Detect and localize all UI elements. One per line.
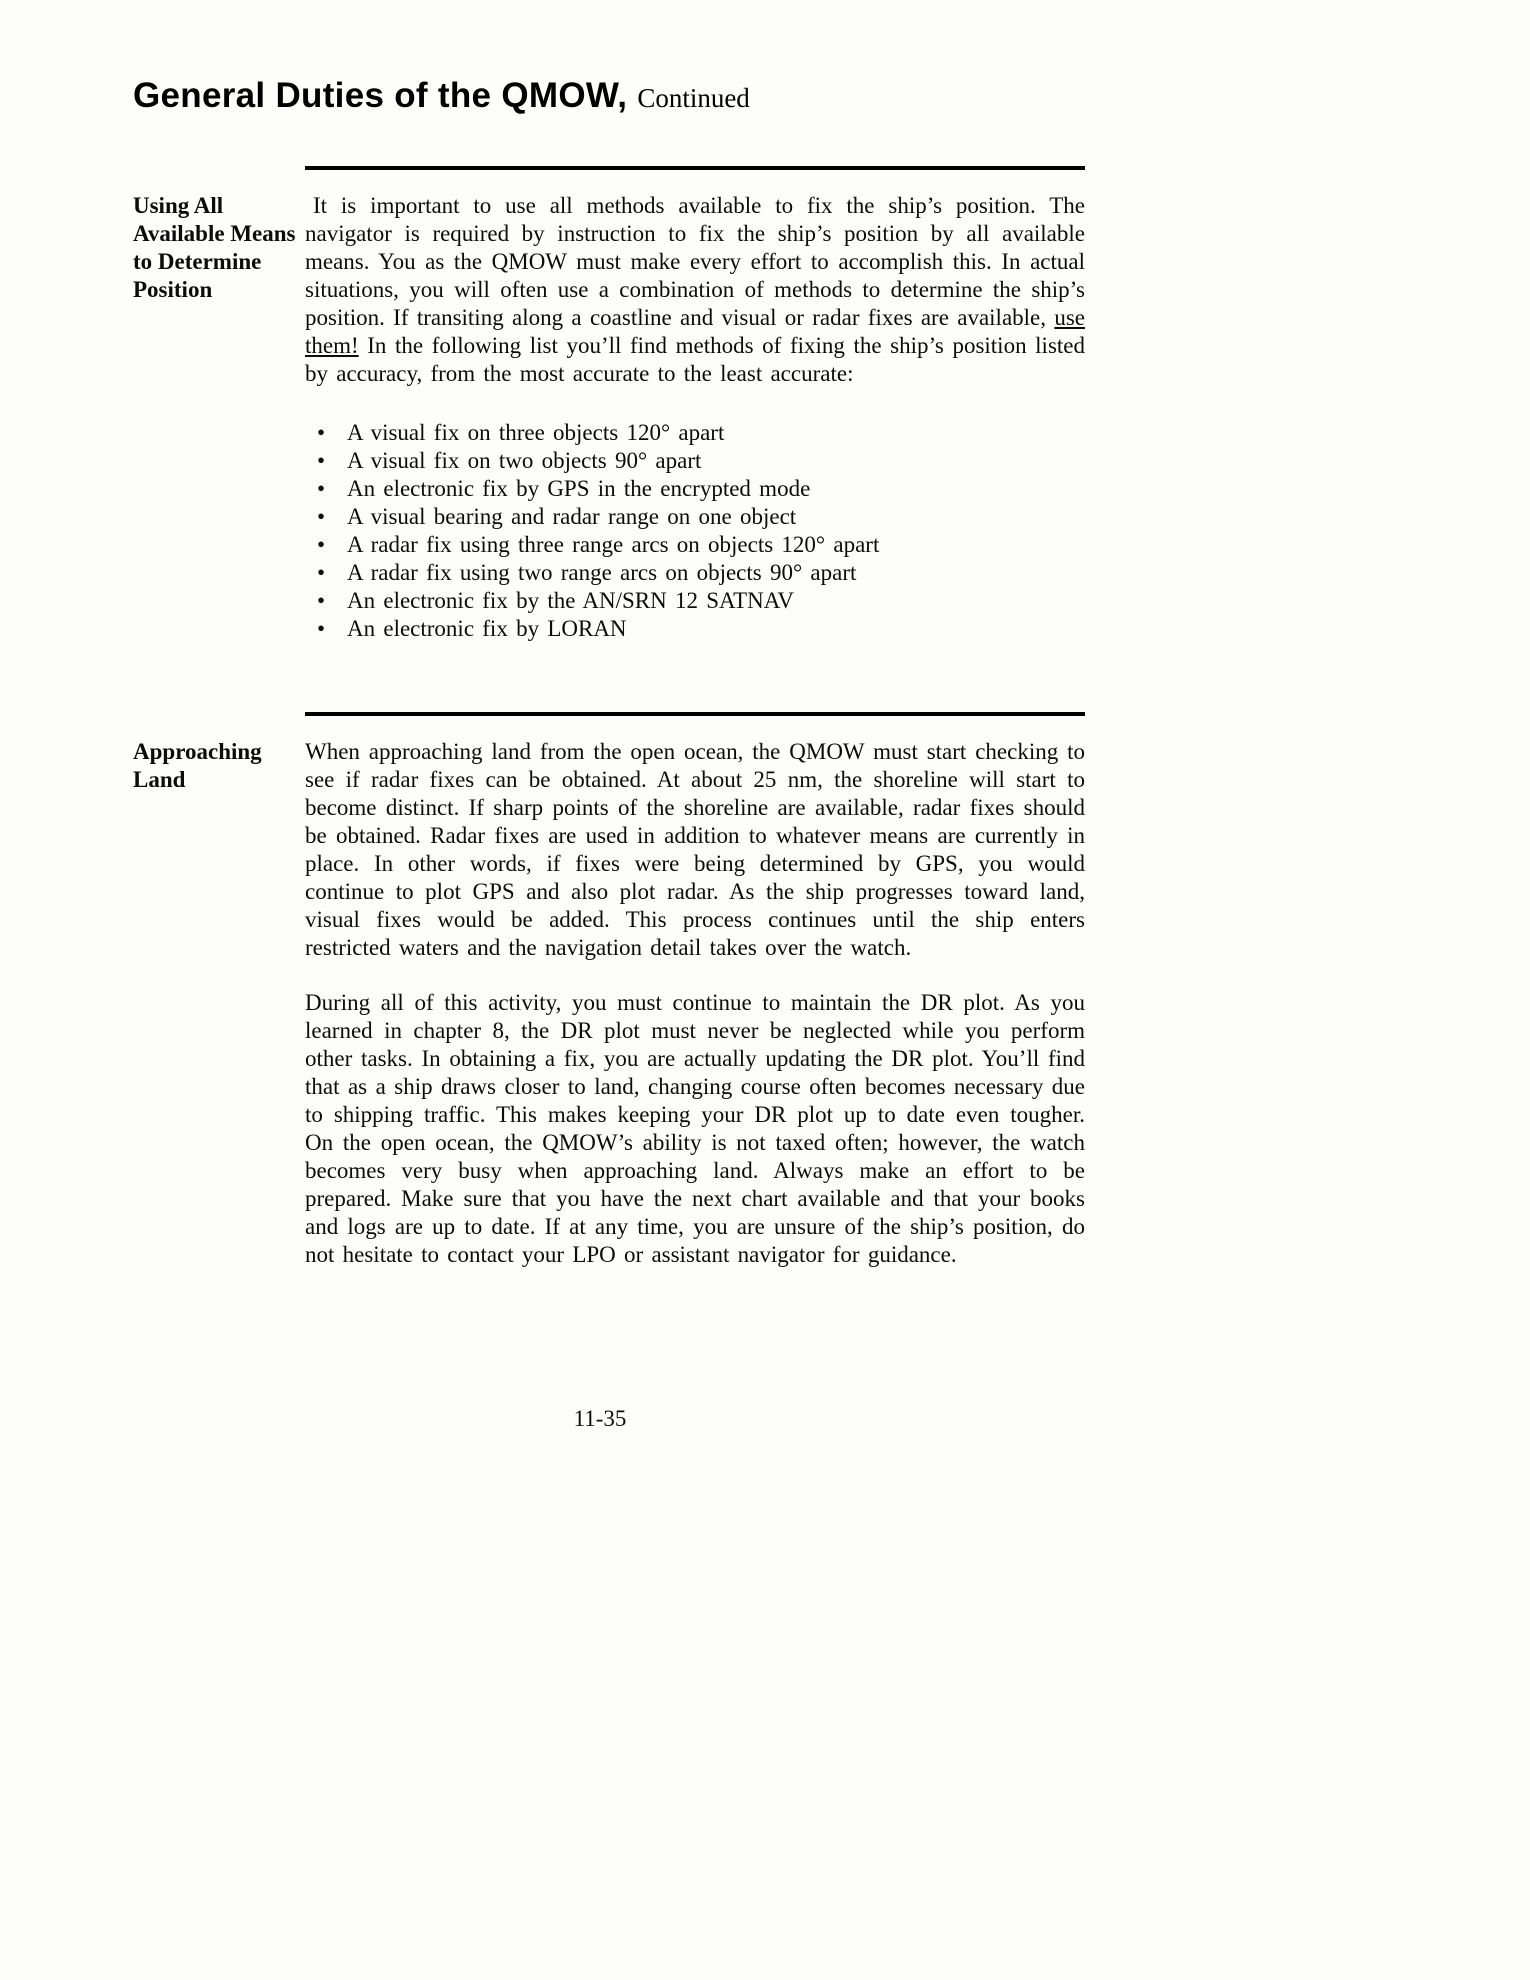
fix-methods-bullet-list [305, 419, 1085, 643]
section-side-heading: Approaching Land [133, 739, 262, 792]
intro-paragraph [305, 192, 1085, 388]
bullet-item: • An electronic fix by GPS in the encrypted mode [305, 475, 1085, 503]
bullet-item: • A radar fix using three range arcs on objects 120° apart [305, 531, 1085, 559]
section-side-heading: Using All Available Means to Determine Position [133, 193, 296, 302]
bullet-item: • A visual fix on two objects 90° apart [305, 447, 1085, 475]
section-body [305, 738, 1085, 1269]
section-approaching-land [133, 712, 1088, 1269]
page-title-continued: Continued [637, 83, 750, 113]
body-paragraph: When approaching land from the open ocean, the QMOW must start checking to see if radar fixes can be obtained. At about 25 nm, the shoreline will start to become distinct. If sharp points of the shoreline are available, radar fixes should be obtained. Radar fixes are used in addition to whatever means are currently in place. In other words, if fixes were being determined by GPS, you would continue to plot GPS and also plot radar. As the ship progresses toward land, visual fixes would be added. This process continues until the ship enters restricted waters and the navigation detail takes over the watch. [305, 739, 1085, 960]
page-title-main: General Duties of the QMOW, [133, 76, 628, 115]
section-row [133, 738, 1088, 1269]
underlined-phrase: use them! [305, 305, 1085, 358]
bullet-item: • A radar fix using two range arcs on objects 90° apart [305, 559, 1085, 587]
section-using-all-available-means [133, 166, 1088, 643]
page-title [133, 76, 750, 116]
body-paragraph: During all of this activity, you must continue to maintain the DR plot. As you learned in chapter 8, the DR plot must never be neglected while you perform other tasks. In obtaining a fix, you are actually updating the DR plot. You’ll find that as a ship draws closer to land, changing course often becomes necessary due to shipping traffic. This makes keeping your DR plot up to date even tougher. On the open ocean, the QMOW’s ability is not taxed often; however, the watch becomes very busy when approaching land. Always make an effort to be prepared. Make sure that you have the next chart available and that your books and logs are up to date. If at any time, you are unsure of the ship’s position, do not hesitate to contact your LPO or assistant navigator for guidance. [305, 990, 1085, 1267]
bullet-item: • An electronic fix by LORAN [305, 615, 1085, 643]
page-number: 11-35 [573, 1406, 627, 1431]
intro-text-after: In the following list you’ll find methods of fixing the ship’s position listed by accuracy, from the most accurate to the least accurate: [305, 333, 1085, 386]
section-row [133, 192, 1088, 643]
bullet-item: • A visual fix on three objects 120° apart [305, 419, 1085, 447]
intro-text-before: It is important to use all methods available to fix the ship’s position. The navigator is required by instruction to fix the ship’s position by all available means. You as the QMOW must make every effort to accomplish this. In actual situations, you will often use a combination of methods to determine the ship’s position. If transiting along a coastline and visual or radar fixes are available, [305, 193, 1085, 330]
bullet-item: • A visual bearing and radar range on one object [305, 503, 1085, 531]
bullet-item: • An electronic fix by the AN/SRN 12 SATNAV [305, 587, 1085, 615]
section-divider-rule [305, 712, 1085, 716]
section-divider-rule [305, 166, 1085, 170]
section-body [305, 192, 1085, 643]
